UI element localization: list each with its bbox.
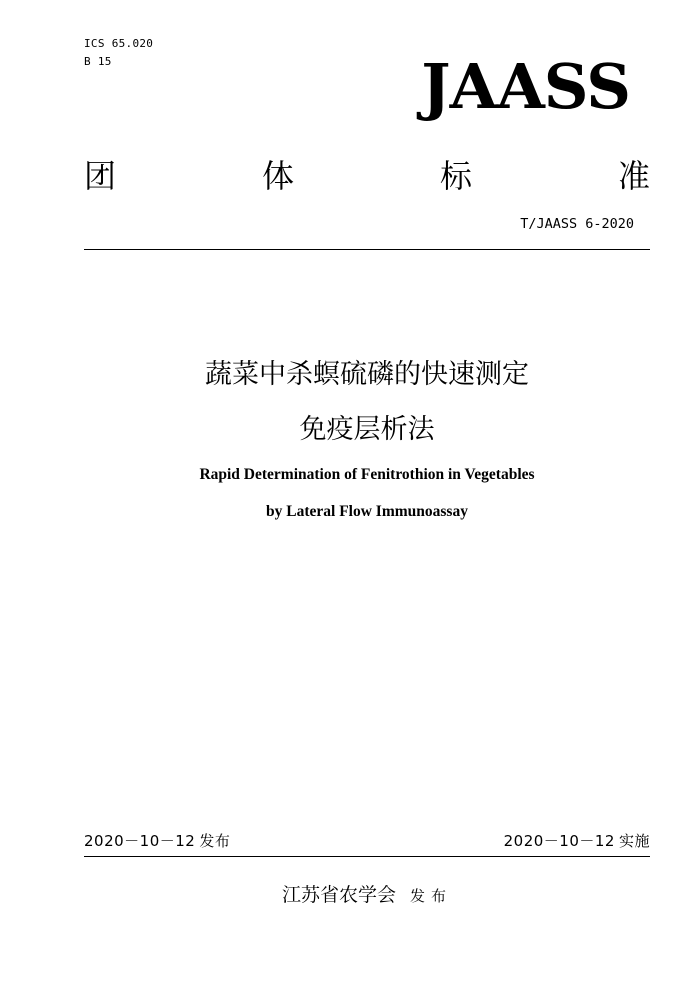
standard-type-char: 准 [617,157,650,195]
ics-code: ICS 65.020 [84,37,154,50]
implement-label: 实施 [618,832,650,850]
standard-type-char: 团 [84,157,117,195]
standard-type-char: 体 [261,157,294,195]
chinese-title-line-2: 免疫层析法 [299,414,435,445]
publisher-name: 江苏省农学会 [281,884,396,906]
publisher [0,882,700,909]
publish-date-value: 2020－10－12 [84,832,196,850]
publish-date [84,831,230,851]
ccs-code: B 15 [84,55,112,68]
standard-type-char: 标 [439,157,472,195]
standard-type-heading [84,156,650,196]
english-title-line-2: by Lateral Flow Immunoassay [266,503,468,520]
implement-date-value: 2020－10－12 [503,832,615,850]
publisher-label: 发布 [410,887,453,905]
jaass-logo: JAASS [421,50,630,123]
bottom-divider [84,856,650,857]
top-divider [84,249,650,250]
chinese-title-line-1: 蔬菜中杀螟硫磷的快速测定 [205,359,529,390]
english-title-line-1: Rapid Determination of Fenitrothion in Vegetables [199,466,535,483]
publish-label: 发布 [199,832,231,850]
implement-date [504,831,650,851]
standard-number: T/JAASS 6-2020 [520,216,634,232]
